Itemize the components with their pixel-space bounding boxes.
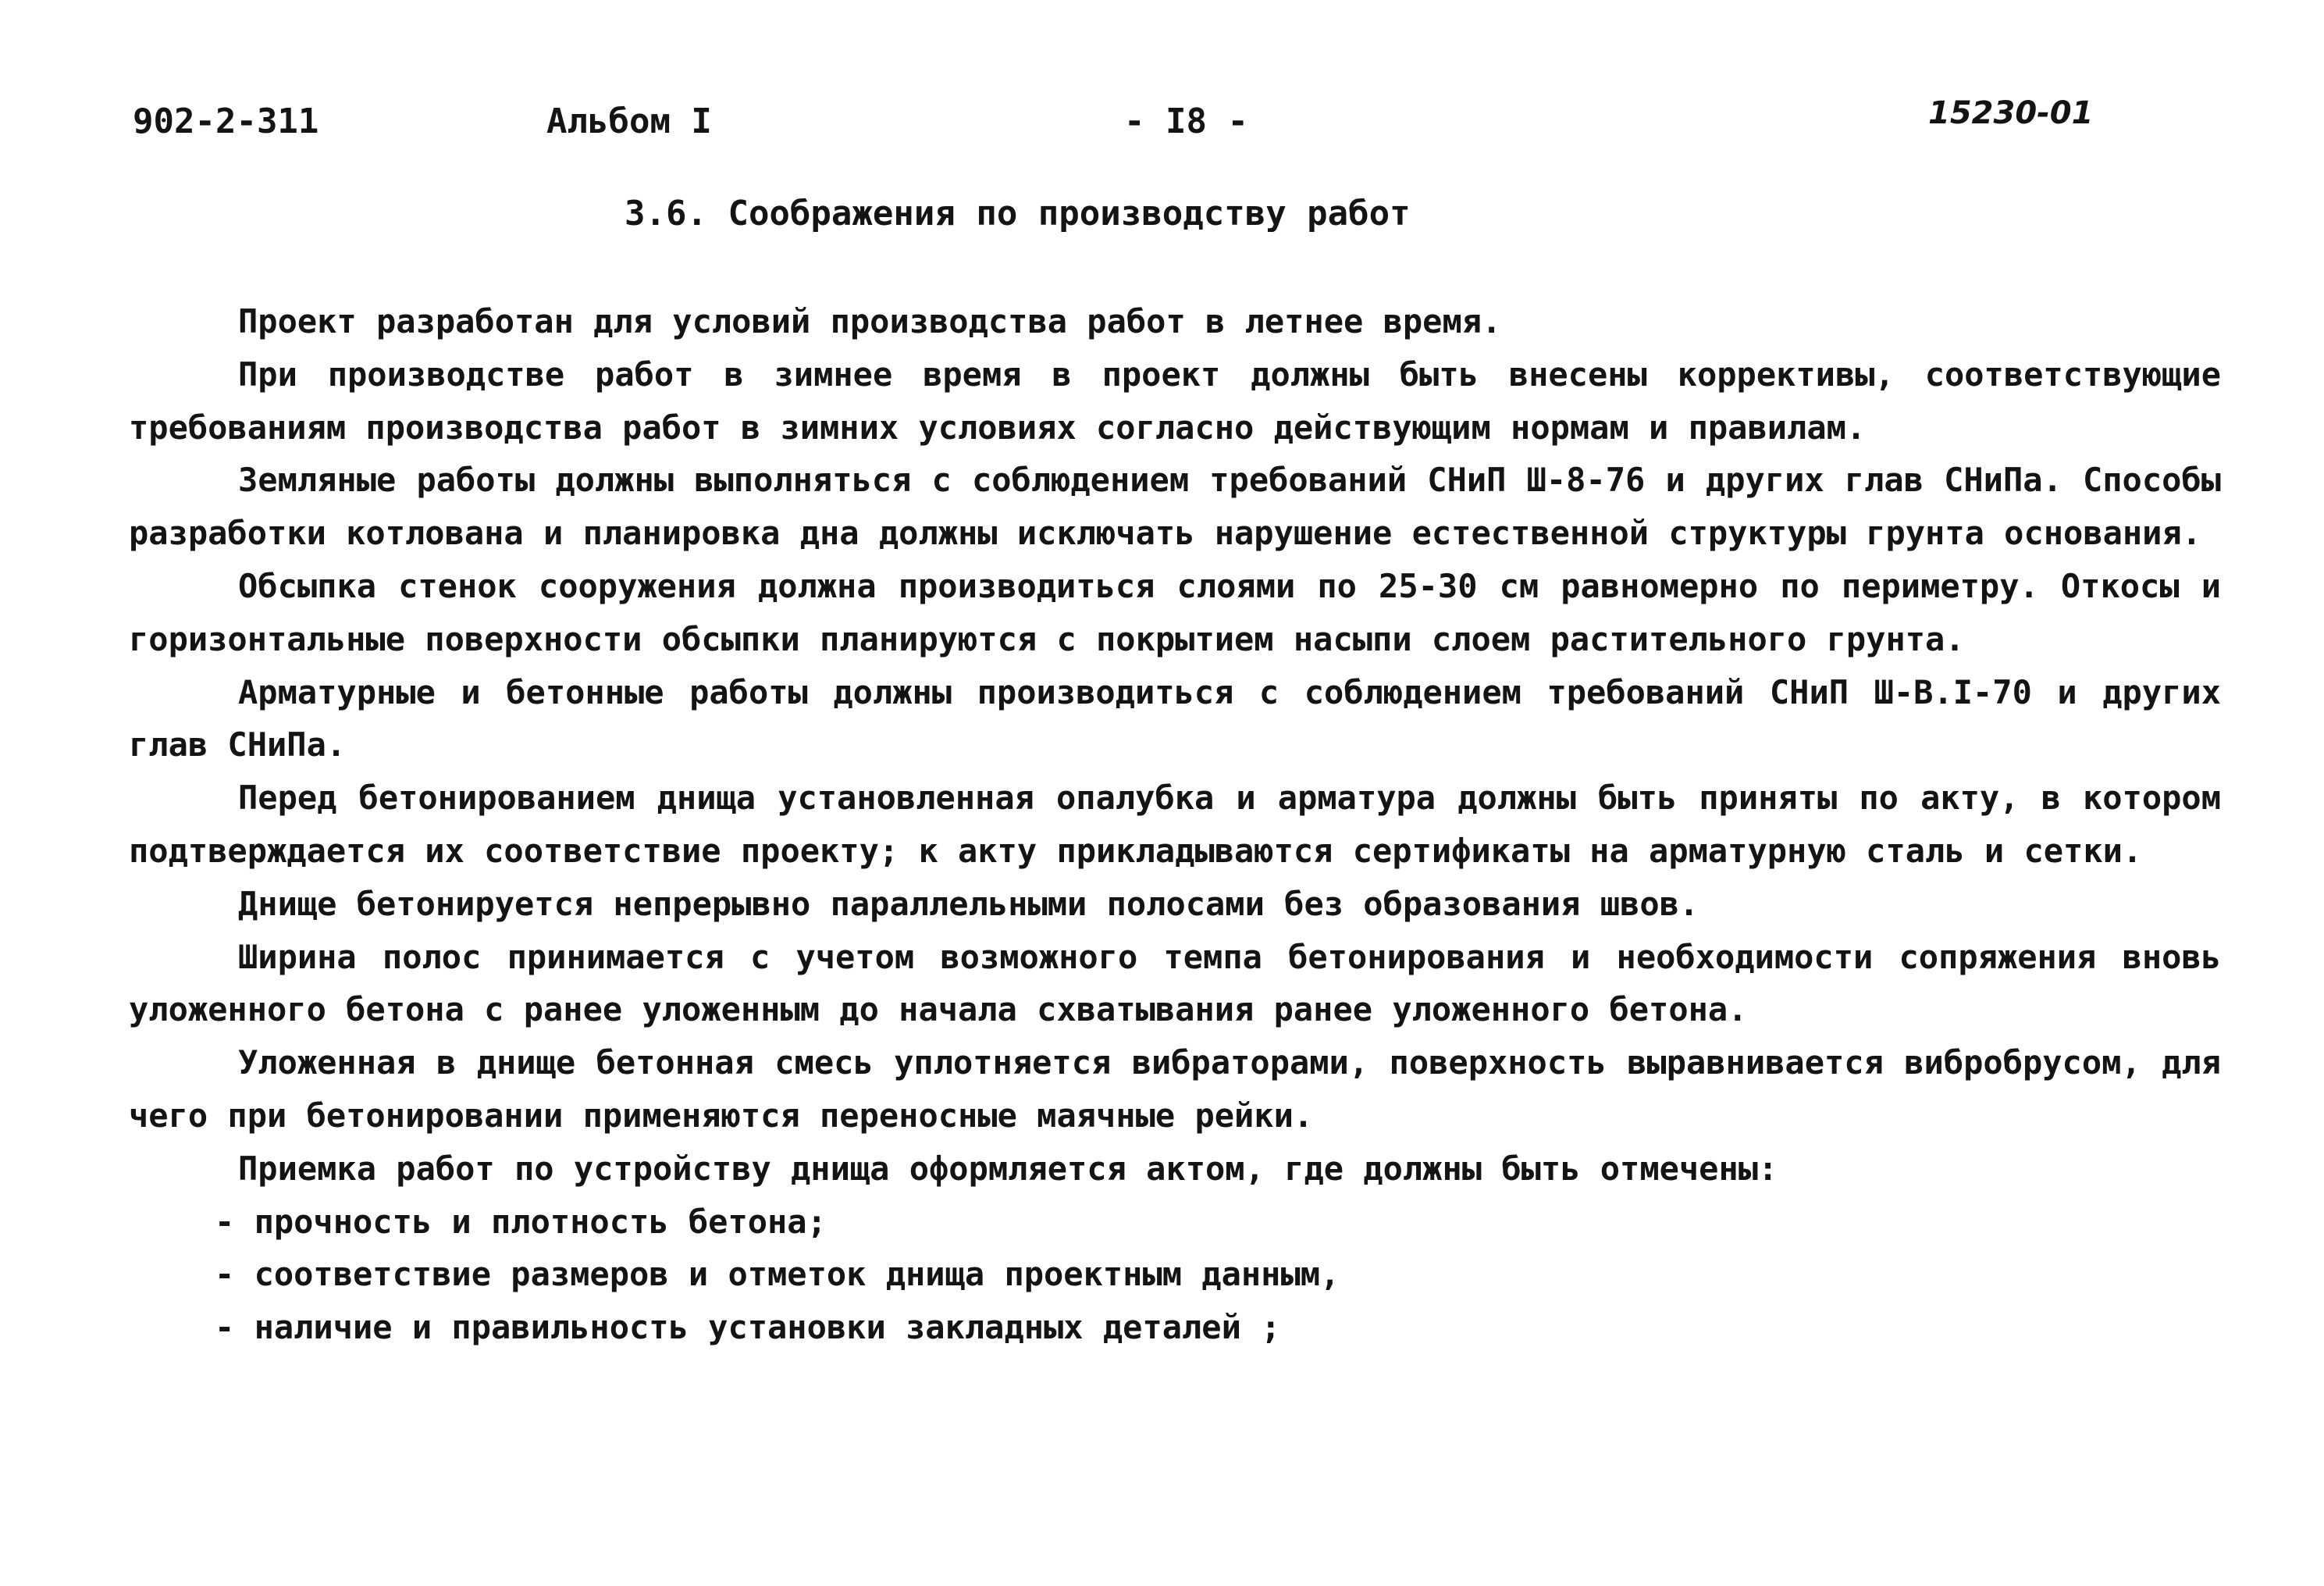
section-title: 3.6. Соображения по производству работ <box>625 194 1411 233</box>
list-item: - прочность и плотность бетона; <box>215 1202 827 1241</box>
album-label: Альбом I <box>546 102 712 141</box>
paragraph: Приемка работ по устройству днища оформляется актом, где должны быть отмечены: <box>238 1149 1778 1188</box>
acceptance-list <box>129 1196 2221 1354</box>
list-item: - наличие и правильность установки закладных деталей ; <box>215 1308 1281 1347</box>
paragraph: Ширина полос принимается с учетом возможного темпа бетонирования и необходимости сопряжения вновь уложенного бетона с ранее уложенным до начала схватывания ранее уложенного бетона. <box>129 937 2221 1029</box>
sheet-code: 15230-01 <box>1928 95 2094 131</box>
paragraph: Земляные работы должны выполняться с соблюдением требований СНиП Ш-8-76 и других глав СНиПа. Способы разработки котлована и планировка дна должны исключать нарушение естественной структуры грунта основания. <box>129 461 2221 553</box>
paragraph: Обсыпка стенок сооружения должна производиться слоями по 25-30 см равномерно по периметру. Откосы и горизонтальные поверхности обсыпки планируются с покрытием насыпи слоем растительного грунта. <box>129 566 2221 658</box>
page-number: - I8 - <box>1124 102 1248 141</box>
body-text <box>129 295 2221 1354</box>
paragraph: При производстве работ в зимнее время в проект должны быть внесены коррективы, соответствующие требованиям производства работ в зимних условиях согласно действующим нормам и правилам. <box>129 355 2221 447</box>
paragraph: Днище бетонируется непрерывно параллельными полосами без образования швов. <box>238 884 1699 923</box>
paragraph: Арматурные и бетонные работы должны производиться с соблюдением требований СНиП Ш-В.I-70 и других глав СНиПа. <box>129 672 2221 764</box>
paragraph: Уложенная в днище бетонная смесь уплотняется вибраторами, поверхность выравнивается вибробрусом, для чего при бетонировании применяются переносные маячные рейки. <box>129 1043 2221 1135</box>
paragraph: Проект разработан для условий производства работ в летнее время. <box>238 302 1502 340</box>
document-code: 902-2-311 <box>133 102 319 141</box>
list-item: - соответствие размеров и отметок днища проектным данным, <box>215 1255 1340 1294</box>
paragraph: Перед бетонированием днища установленная опалубка и арматура должны быть приняты по акту, в котором подтверждается их соответствие проекту; к акту прикладываются сертификаты на арматурную сталь и сетки. <box>129 779 2221 870</box>
